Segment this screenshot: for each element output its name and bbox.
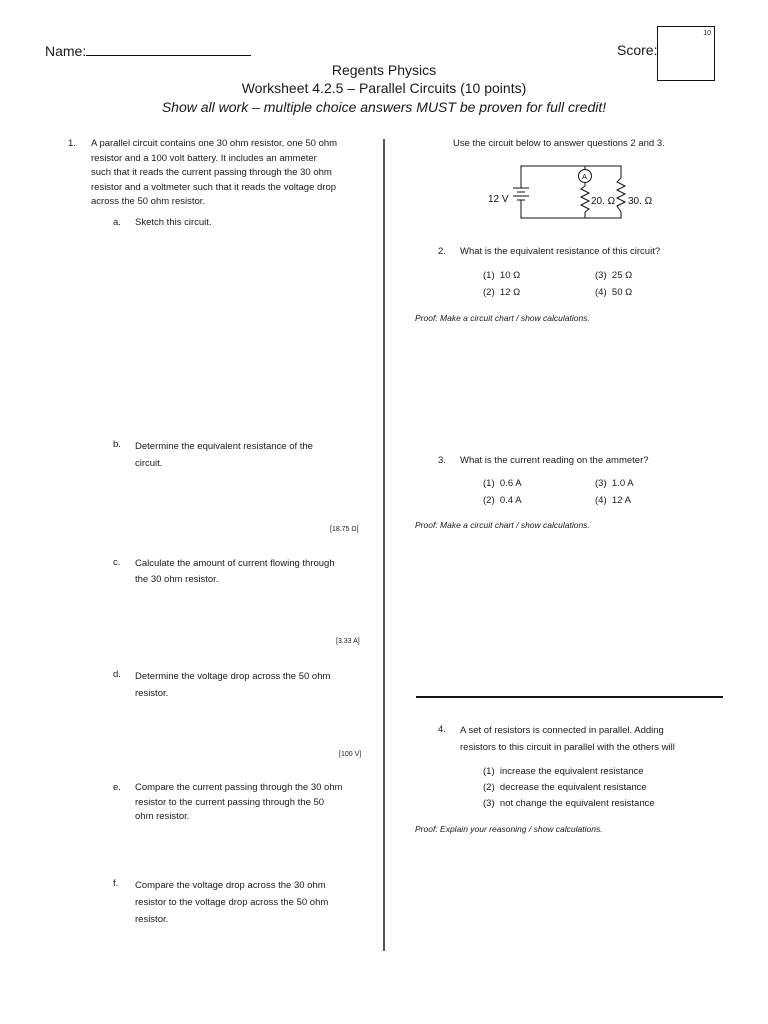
section-divider [416,696,723,698]
q4-option-2[interactable]: (2) decrease the equivalent resistance [483,782,647,793]
resistor-2-icon [617,178,625,212]
part-a-text: Sketch this circuit. [135,217,212,228]
q3-option-4[interactable]: (4) 12 A [595,495,631,506]
instructions: Show all work – multiple choice answers MUST be proven for full credit! [161,99,607,115]
part-b-letter: b. [113,439,121,450]
score-max: 10 [703,30,711,37]
part-f-letter: f. [113,878,119,889]
circuit-intro: Use the circuit below to answer questions 2 and 3. [453,138,665,149]
circuit-wire-top [521,166,621,188]
worksheet-title: Worksheet 4.2.5 – Parallel Circuits (10 points) [241,80,527,96]
resistor-1-label: 20. Ω [591,196,616,207]
q3-options [483,478,683,512]
resistor-2-label: 30. Ω [628,196,653,207]
name-blank[interactable] [86,42,251,56]
q4-option-1[interactable]: (1) increase the equivalent resistance [483,766,644,777]
q4-options [483,766,723,816]
name-label: Name: [45,43,87,59]
part-d-letter: d. [113,669,121,680]
q4-text: A set of resistors is connected in parallel. Adding resistors to this circuit in parallel with the others will [460,725,675,753]
part-b-text: Determine the equivalent resistance of the circuit. [135,441,313,469]
course-title: Regents Physics [331,62,437,78]
column-divider [383,139,385,951]
q2-option-1[interactable]: (1) 10 Ω [483,270,521,281]
q2-text: What is the equivalent resistance of this circuit? [460,246,661,257]
score-label: Score: [617,42,658,58]
q2-proof: Proof: Make a circuit chart / show calculations. [415,313,590,323]
q2-option-4[interactable]: (4) 50 Ω [595,287,633,298]
q3-option-2[interactable]: (2) 0.4 A [483,495,522,506]
part-d-text: Determine the voltage drop across the 50 ohm resistor. [135,671,331,699]
q2-option-3[interactable]: (3) 25 Ω [595,270,633,281]
part-d-answer: [100 V] [339,751,362,758]
q3-proof: Proof: Make a circuit chart / show calculations. [415,520,590,530]
part-c-answer: [3.33 A] [336,638,360,645]
part-e-letter: e. [113,782,121,793]
part-a-letter: a. [113,217,121,228]
q1-text: A parallel circuit contains one 30 ohm resistor, one 50 ohm resistor and a 100 volt battery. It includes an ammeter such that it reads the current passing through the 30 ohm resistor and a voltmeter such that it reads the voltage drop across the 50 ohm resistor. [91,138,338,207]
resistor-1-icon [581,186,589,212]
q4-option-3[interactable]: (3) not change the equivalent resistance [483,798,655,809]
part-e-text: Compare the current passing through the 30 ohm resistor to the current passing through the 50 ohm resistor. [135,782,343,822]
ammeter-label: A [582,172,588,181]
circuit-diagram [480,160,670,226]
q2-options [483,270,683,304]
q3-option-1[interactable]: (1) 0.6 A [483,478,522,489]
part-c-letter: c. [113,557,121,568]
q4-proof: Proof: Explain your reasoning / show calculations. [415,824,603,834]
q3-number: 3. [438,455,446,466]
part-c-text: Calculate the amount of current flowing through the 30 ohm resistor. [135,558,335,585]
q1-number: 1. [68,138,76,149]
q2-option-2[interactable]: (2) 12 Ω [483,287,521,298]
battery-label: 12 V [488,194,509,205]
q3-text: What is the current reading on the ammeter? [460,455,649,466]
q2-number: 2. [438,246,446,257]
part-f-text: Compare the voltage drop across the 30 ohm resistor to the voltage drop across the 50 ohm resistor. [135,880,329,925]
name-field[interactable] [45,42,251,59]
q4-number: 4. [438,724,446,735]
part-b-answer: [18.75 Ω] [330,526,359,533]
q3-option-3[interactable]: (3) 1.0 A [595,478,634,489]
